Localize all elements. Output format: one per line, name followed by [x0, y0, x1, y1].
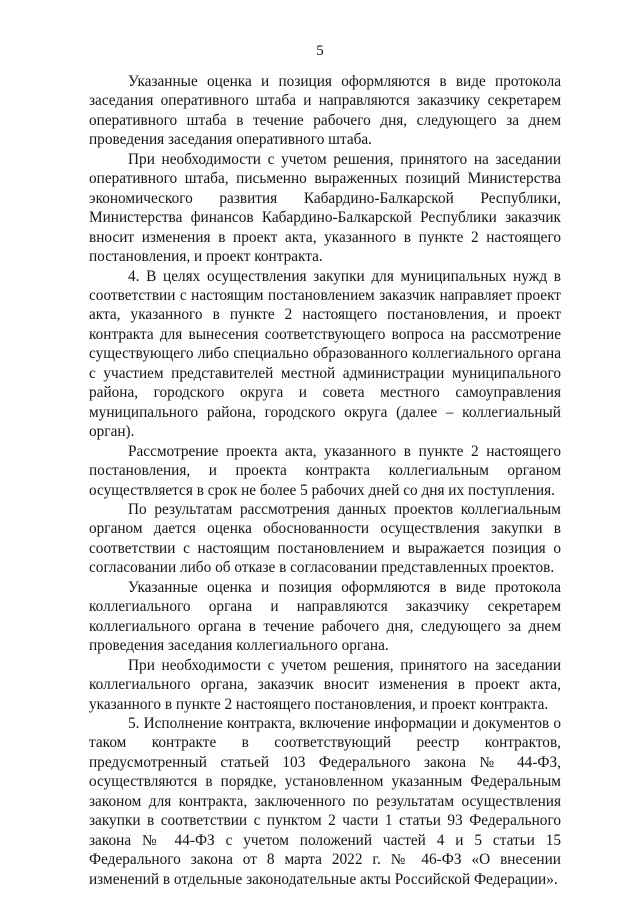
page-number: 5 [316, 43, 324, 59]
paragraph-review-term: Рассмотрение проекта акта, указанного в пункте 2 настоящего постановления, и проекта контракта коллегиальным органом осуществляется в срок не более 5 рабочих дней со дня их поступления. [89, 442, 561, 499]
paragraph-item-4-municipal-procurement: 4. В целях осуществления закупки для муниципальных нужд в соответствии с настоящим постановлением заказчик направляет проект акта, указанного в пункте 2 настоящего постановления, и проект контракта для вынесения соответствующего вопроса на рассмотрение существующего либо специально образованного коллегиального органа с участием представителей местной администрации муниципального района, городского округа и совета местного самоуправления муниципального района, городского округа (далее – коллегиальный орган). [89, 267, 561, 441]
paragraph-item-5-contract-execution: 5. Исполнение контракта, включение информации и документов о таком контракте в соответствующий реестр контрактов, предусмотренный статьей 103 Федерального закона № 44-ФЗ, осуществляются в порядке, установленном указанным Федеральным законом для контракта, заключенного по результатам осуществления закупки в соответствии с пунктом 2 части 1 статьи 93 Федерального закона № 44-ФЗ с учетом положений частей 4 и 5 статьи 15 Федерального закона от 8 марта 2022 г. № 46-ФЗ «О внесении изменений в отдельные законодательные акты Российской Федерации». [89, 714, 561, 888]
paragraph-protocol-operational-staff: Указанные оценка и позиция оформляются в виде протокола заседания оперативного штаба и направляются заказчику секретарем оперативного штаба в течение рабочего дня, следующего за днем проведения заседания оперативного штаба. [89, 73, 561, 149]
document-body [89, 72, 561, 889]
paragraph-review-results: По результатам рассмотрения данных проектов коллегиальным органом дается оценка обоснованности осуществления закупки в соответствии с настоящим постановлением и выражается позиция о согласовании либо об отказе в согласовании представленных проектов. [89, 500, 561, 577]
paragraph-protocol-collegial-body: Указанные оценка и позиция оформляются в виде протокола коллегиального органа и направляются заказчику секретарем коллегиального органа в течение рабочего дня, следующего за днем проведения заседания коллегиального органа. [89, 578, 561, 655]
paragraph-changes-after-collegial-decision: При необходимости с учетом решения, принятого на заседании коллегиального органа, заказчик вносит изменения в проект акта, указанного в пункте 2 настоящего постановления, и проект контракта. [89, 656, 561, 713]
paragraph-changes-after-staff-decision: При необходимости с учетом решения, принятого на заседании оперативного штаба, письменно выраженных позиций Министерства экономического развития Кабардино-Балкарской Республики, Министерства финансов Кабардино-Балкарской Республики заказчик вносит изменения в проект акта, указанного в пункте 2 настоящего постановления, и проект контракта. [89, 150, 561, 266]
